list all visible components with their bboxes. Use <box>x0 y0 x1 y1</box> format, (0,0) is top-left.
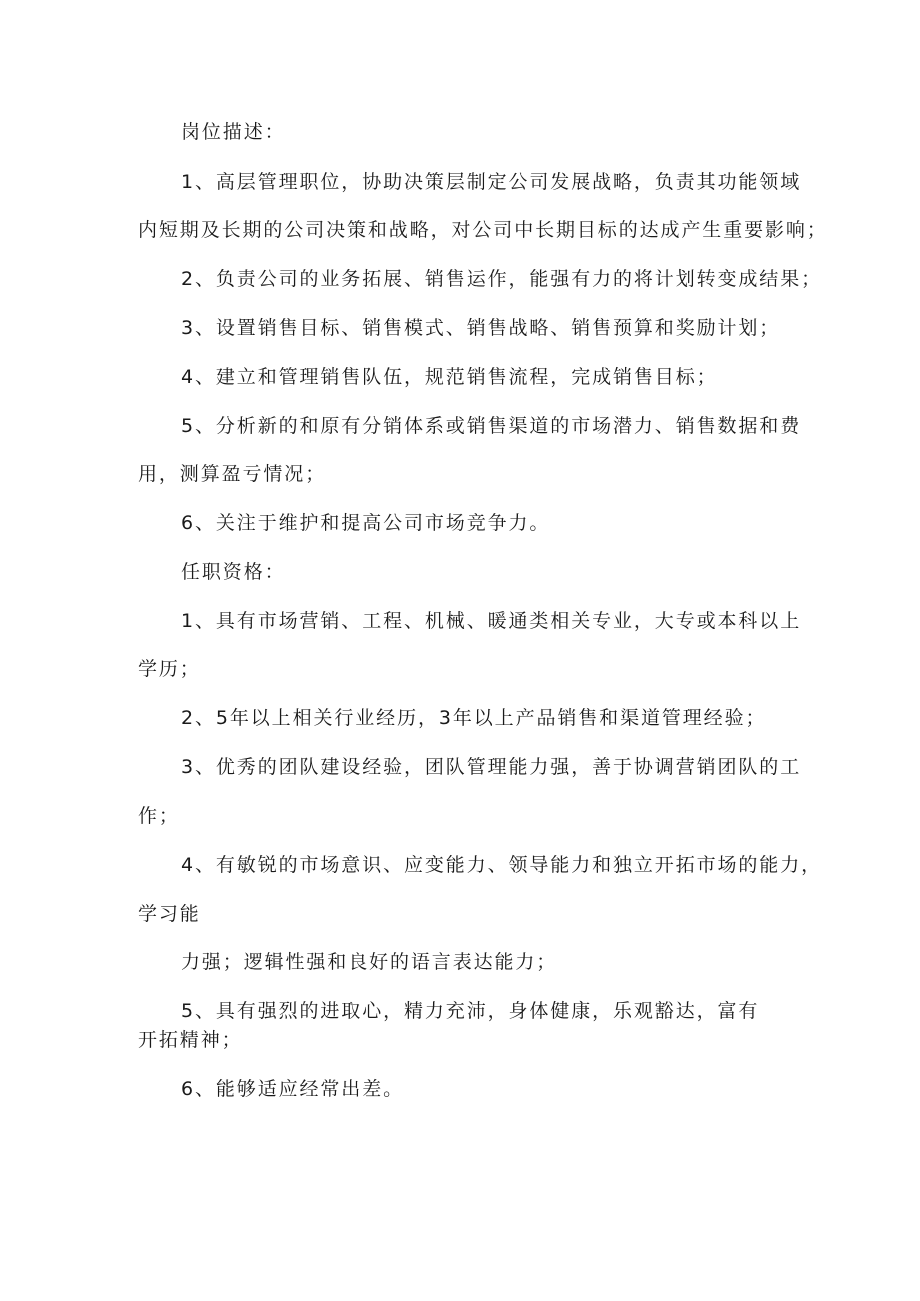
paragraph-line: 3、优秀的团队建设经验，团队管理能力强，善于协调营销团队的工 <box>181 756 802 778</box>
section-heading-job-description: 岗位描述： <box>181 121 286 143</box>
paragraph-line: 内短期及长期的公司决策和战略，对公司中长期目标的达成产生重要影响； <box>138 219 828 241</box>
paragraph-line: 4、建立和管理销售队伍，规范销售流程，完成销售目标； <box>181 366 718 388</box>
paragraph-line: 2、负责公司的业务拓展、销售运作，能强有力的将计划转变成结果； <box>181 268 822 290</box>
paragraph-line: 6、关注于维护和提高公司市场竞争力。 <box>181 512 551 534</box>
paragraph-line: 作； <box>138 805 180 827</box>
paragraph-line: 学历； <box>138 658 201 680</box>
paragraph-line: 5、具有强烈的进取心，精力充沛，身体健康，乐观豁达，富有 <box>181 1000 760 1022</box>
paragraph-line: 开拓精神； <box>138 1029 243 1051</box>
paragraph-line: 6、能够适应经常出差。 <box>181 1078 404 1100</box>
paragraph-line: 5、分析新的和原有分销体系或销售渠道的市场潜力、销售数据和费 <box>181 415 802 437</box>
section-heading-qualifications: 任职资格： <box>181 561 286 583</box>
paragraph-line: 力强；逻辑性强和良好的语言表达能力； <box>181 951 558 973</box>
paragraph-line: 1、具有市场营销、工程、机械、暖通类相关专业，大专或本科以上 <box>181 610 802 632</box>
paragraph-line: 4、有敏锐的市场意识、应变能力、领导能力和独立开拓市场的能力， <box>181 854 822 876</box>
paragraph-line: 学习能 <box>138 903 201 925</box>
paragraph-line: 用，测算盈亏情况； <box>138 463 327 485</box>
paragraph-line: 2、5年以上相关行业经历，3年以上产品销售和渠道管理经验； <box>181 707 767 729</box>
paragraph-line: 1、高层管理职位，协助决策层制定公司发展战略，负责其功能领域 <box>181 171 802 193</box>
paragraph-line: 3、设置销售目标、销售模式、销售战略、销售预算和奖励计划； <box>181 317 781 339</box>
